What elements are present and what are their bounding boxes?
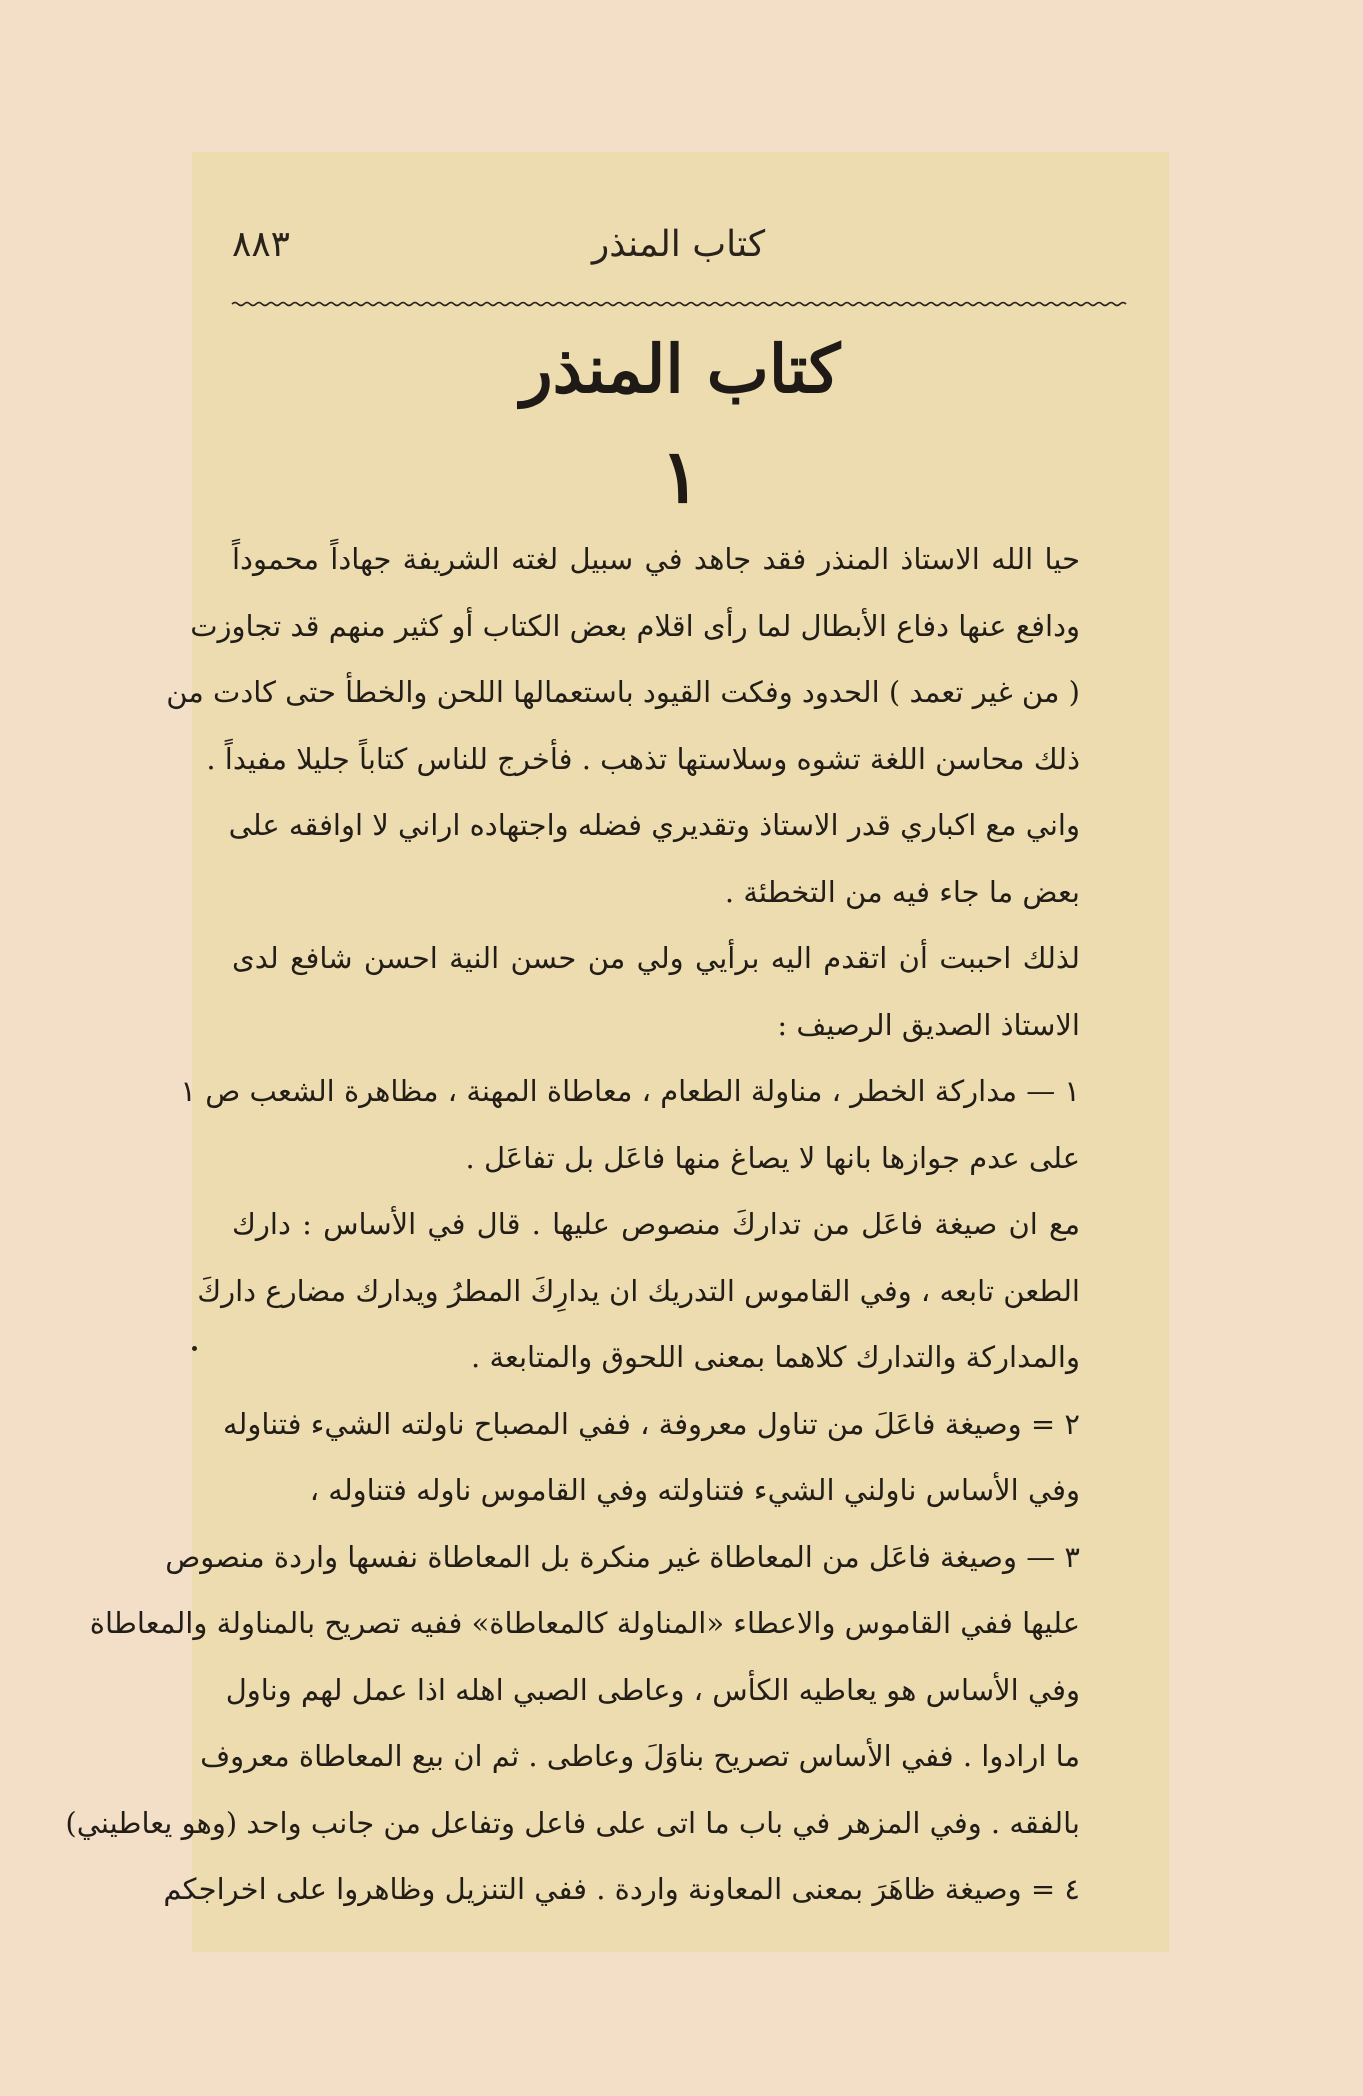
paragraph-2 — [232, 925, 1125, 1058]
text-line: على عدم جوازها بانها لا يصاغ منها فاعَل بل تفاعَل . — [465, 1140, 1080, 1175]
text-line: الطعن تابعه ، وفي القاموس التدريك ان يدارِكَ المطرُ ويدارك مضارع داركَ — [197, 1273, 1080, 1308]
text-line: ٣ — وصيغة فاعَل من المعاطاة غير منكرة بل المعاطاة نفسها واردة منصوص — [165, 1539, 1080, 1574]
page-number: ٨٨٣ — [232, 224, 291, 265]
paragraph-4 — [197, 1191, 1125, 1391]
text-line: ١ — مداركة الخطر ، مناولة الطعام ، معاطاة المهنة ، مظاهرة الشعب ص ١ — [180, 1074, 1080, 1108]
section-number: ١ — [660, 434, 701, 520]
text-line: الاستاذ الصديق الرصيف : — [777, 1007, 1080, 1042]
running-header — [232, 224, 1125, 284]
book-page — [65, 152, 1169, 1952]
paragraph-1 — [166, 526, 1125, 925]
chapter-title: كتاب المنذر — [520, 330, 841, 408]
text-line: وفي الأساس ناولني الشيء فتناولته وفي القاموس ناوله فتناوله ، — [309, 1473, 1080, 1507]
text-line: واني مع اكباري قدر الاستاذ وتقديري فضله واجتهاده اراني لا اوافقه على — [228, 808, 1080, 842]
body-text — [65, 526, 1125, 1923]
text-line: عليها ففي القاموس والاعطاء «المناولة كالمعاطاة» ففيه تصريح بالمناولة والمعاطاة — [89, 1606, 1080, 1640]
text-line: ودافع عنها دفاع الأبطال لما رأى اقلام بعض الكتاب أو كثير منهم قد تجاوزت — [190, 608, 1080, 643]
paragraph-6 — [65, 1524, 1125, 1857]
text-line: ما ارادوا . ففي الأساس تصريح بناوَلَ وعاطى . ثم ان بيع المعاطاة معروف — [200, 1739, 1080, 1773]
text-line: مع ان صيغة فاعَل من تداركَ منصوص عليها . قال في الأساس : دارك — [232, 1207, 1080, 1241]
text-line: حيا الله الاستاذ المنذر فقد جاهد في سبيل لغته الشريفة جهاداً محموداً — [232, 542, 1080, 576]
wavy-header-rule — [232, 298, 1125, 310]
paragraph-7 — [163, 1856, 1125, 1923]
running-title: كتاب المنذر — [591, 224, 766, 265]
text-line: ذلك محاسن اللغة تشوه وسلاستها تذهب . فأخرج للناس كتاباً جليلا مفيداً . — [206, 741, 1080, 776]
margin-dot — [192, 1346, 197, 1351]
text-line: وفي الأساس هو يعاطيه الكأس ، وعاطى الصبي اهله اذا عمل لهم وناول — [225, 1672, 1080, 1707]
paragraph-3 — [180, 1058, 1125, 1191]
paragraph-5 — [222, 1391, 1125, 1524]
text-line: بالفقه . وفي المزهر في باب ما اتى على فاعل وتفاعل من جانب واحد (وهو يعاطيني) — [65, 1805, 1080, 1840]
text-line: والمداركة والتدارك كلاهما بمعنى اللحوق والمتابعة . — [471, 1340, 1080, 1374]
text-line: بعض ما جاء فيه من التخطئة . — [724, 874, 1080, 909]
text-line: ٢ = وصيغة فاعَلَ من تناول معروفة ، ففي المصباح ناولته الشيء فتناوله — [222, 1406, 1080, 1441]
text-line: لذلك احببت أن اتقدم اليه برأيي ولي من حسن النية احسن شافع لدى — [232, 941, 1080, 975]
text-line: ( من غير تعمد ) الحدود وفكت القيود باستعمالها اللحن والخطأ حتى كادت من — [166, 675, 1080, 709]
text-line: ٤ = وصيغة ظاهَرَ بمعنى المعاونة واردة . ففي التنزيل وظاهروا على اخراجكم — [163, 1872, 1080, 1906]
